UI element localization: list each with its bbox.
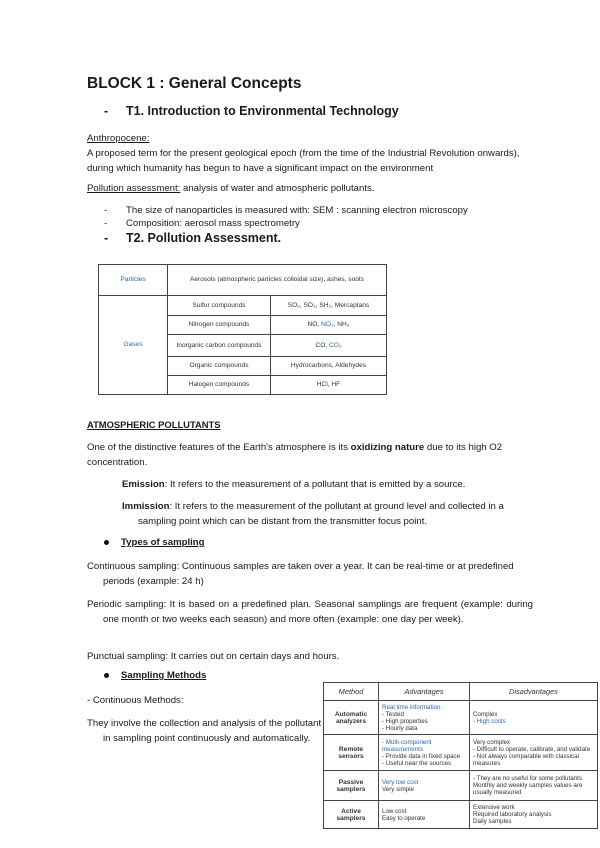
anthropocene-text: A proposed term for the present geological epoch (from the time of the Industrial Revolution onwards), during which humanity has begun to have a significant impact on the environment — [87, 148, 520, 174]
block-title: BLOCK 1 : General Concepts — [87, 75, 302, 92]
gas-value: HCl, HF — [271, 376, 387, 395]
emission-label: Emission — [122, 479, 165, 490]
cell-line: - Not always comparable with classical measures — [473, 752, 579, 767]
cell-line: Complex — [473, 710, 498, 718]
immission-definition — [122, 499, 538, 529]
method-name: Active samplers — [324, 801, 379, 829]
t2-heading-text: T2. Pollution Assessment. — [126, 231, 282, 245]
periodic-sampling: Periodic sampling: It is based on a predefined plan. Seasonal samplings are frequent (example: during one month or two weeks each season) and more often (example: one day per week). — [87, 599, 533, 625]
cell-line: - Hourly data — [382, 724, 418, 732]
cell-line: - Multi-component measurements — [382, 738, 432, 753]
gas-value: Hydrocarbons, Aldehydes — [271, 357, 387, 376]
intro-text: One of the distinctive features of the Earth's atmosphere is its — [87, 442, 351, 453]
particles-value: Aerosols (atmospheric particles colloidal size), ashes, soots — [168, 265, 387, 296]
continuous-sampling: Continuous sampling: Continuous samples are taken over a year. It can be real-time or at predefined periods (example: 24 h) — [87, 561, 514, 587]
cell-line: Very simple — [382, 785, 414, 793]
types-title: Types of sampling — [121, 537, 205, 548]
cell-line: Monthly and weekly samples values are usually measured — [473, 782, 583, 796]
cell-line: Very complex — [473, 738, 511, 746]
cell-line: Very low cost — [382, 778, 419, 786]
emission-text: : It refers to the measurement of a pollutant that is emitted by a source. — [164, 479, 466, 490]
gas-name: Organic compounds — [168, 357, 271, 376]
table-row — [99, 296, 387, 316]
atmospheric-intro — [87, 440, 527, 470]
bullet-dash: - — [104, 231, 109, 245]
table-row — [324, 735, 598, 771]
cell-line: Required laboratory analysis — [473, 811, 552, 818]
continuous-methods: - Continuous Methods: — [87, 695, 184, 706]
atmospheric-title: ATMOSPHERIC POLLUTANTS — [87, 419, 221, 430]
cell-line: Real time information. — [382, 703, 443, 711]
emission-definition — [122, 477, 522, 492]
bullet-item — [104, 204, 468, 217]
particles-label: Particles — [99, 265, 168, 296]
advantages-cell — [379, 771, 470, 801]
intro-bold: oxidizing nature — [350, 442, 425, 453]
method-name: Remote sensors — [324, 735, 379, 771]
types-of-sampling — [104, 537, 205, 548]
gas-value: NO, NO₂, NH₃ — [271, 316, 387, 335]
table-row — [324, 701, 598, 735]
header-advantages: Advantages — [379, 683, 470, 701]
sampling-methods — [104, 670, 206, 681]
cell-line: - High costs — [473, 717, 506, 725]
gas-name: Nitrogen compounds — [168, 316, 271, 335]
advantages-cell — [379, 701, 470, 735]
cell-line: Daily samples — [473, 818, 512, 825]
intro-text: due to its high O2 concentration. — [87, 442, 503, 468]
immission-text: : It refers to the measurement of the pollutant at ground level and collected in a sampling point which can be distant from the transmitter focus point. — [138, 501, 504, 527]
advantages-cell — [379, 735, 470, 771]
table-row — [99, 265, 387, 296]
table-row — [324, 801, 598, 829]
methods-title: Sampling Methods — [121, 670, 207, 681]
punctual-sampling: Punctual sampling: It carries out on certain days and hours. — [87, 651, 340, 662]
disadvantages-cell — [470, 771, 598, 801]
gas-name: Inorganic carbon compounds — [168, 335, 271, 357]
disadvantages-cell — [470, 735, 598, 771]
disadvantages-cell — [470, 801, 598, 829]
pollution-assessment-label: Pollution assessment: — [87, 183, 181, 194]
bullet-item — [104, 217, 468, 230]
gases-label: Gases — [99, 296, 168, 395]
cell-line: Easy to operate — [382, 814, 426, 822]
table-row — [324, 771, 598, 801]
anthropocene-section — [87, 131, 527, 176]
methods-table — [323, 682, 598, 829]
table-header-row — [324, 683, 598, 701]
cell-line: - Difficult to operate, calibrate, and validate — [473, 745, 591, 753]
cell-line: - They are no useful for some pollutants — [473, 775, 582, 782]
method-name: Automatic analyzers — [324, 701, 379, 735]
cell-line: - Provide data in fixed space — [382, 752, 461, 760]
bullet-dash: - — [104, 218, 108, 229]
disadvantages-cell — [470, 701, 598, 735]
pollution-assessment-text: analysis of water and atmospheric pollutants. — [180, 183, 375, 194]
t2-heading — [104, 230, 468, 247]
composition-table — [98, 264, 387, 395]
cell-line: - Useful near the sources — [382, 759, 452, 767]
gas-name: Halogen compounds — [168, 376, 271, 395]
cell-line: Low cost — [382, 807, 407, 815]
gas-value: CO, CO₂ — [271, 335, 387, 357]
bullet-list — [104, 204, 468, 247]
method-name: Passive samplers — [324, 771, 379, 801]
anthropocene-label: Anthropocene: — [87, 133, 150, 144]
pollution-assessment — [87, 181, 527, 196]
gas-value: SO₂, SO₃, SH₂, Mercaptans — [271, 296, 387, 316]
cell-line: Extensive work — [473, 804, 515, 811]
t1-heading — [104, 104, 399, 118]
bullet-dot-icon — [104, 540, 109, 545]
advantages-cell — [379, 801, 470, 829]
t1-heading-text: T1. Introduction to Environmental Technology — [126, 104, 399, 118]
gas-name: Sulfur compounds — [168, 296, 271, 316]
bullet-dot-icon — [104, 673, 109, 678]
header-disadvantages: Disadvantages — [470, 683, 598, 701]
bullet-dash: - — [104, 205, 108, 216]
cell-line: - Tested — [382, 710, 404, 718]
cell-line: - High properties — [382, 717, 428, 725]
continuous-desc: They involve the collection and analysis of the pollutant in sampling point continuously and automatically. — [87, 718, 322, 744]
header-method: Method — [324, 683, 379, 701]
immission-label: Immission — [122, 501, 170, 512]
bullet-text: The size of nanoparticles is measured with: SEM : scanning electron microscopy — [126, 205, 468, 216]
bullet-text: Composition: aerosol mass spectrometry — [126, 218, 300, 229]
heading-dash: - — [104, 104, 109, 118]
